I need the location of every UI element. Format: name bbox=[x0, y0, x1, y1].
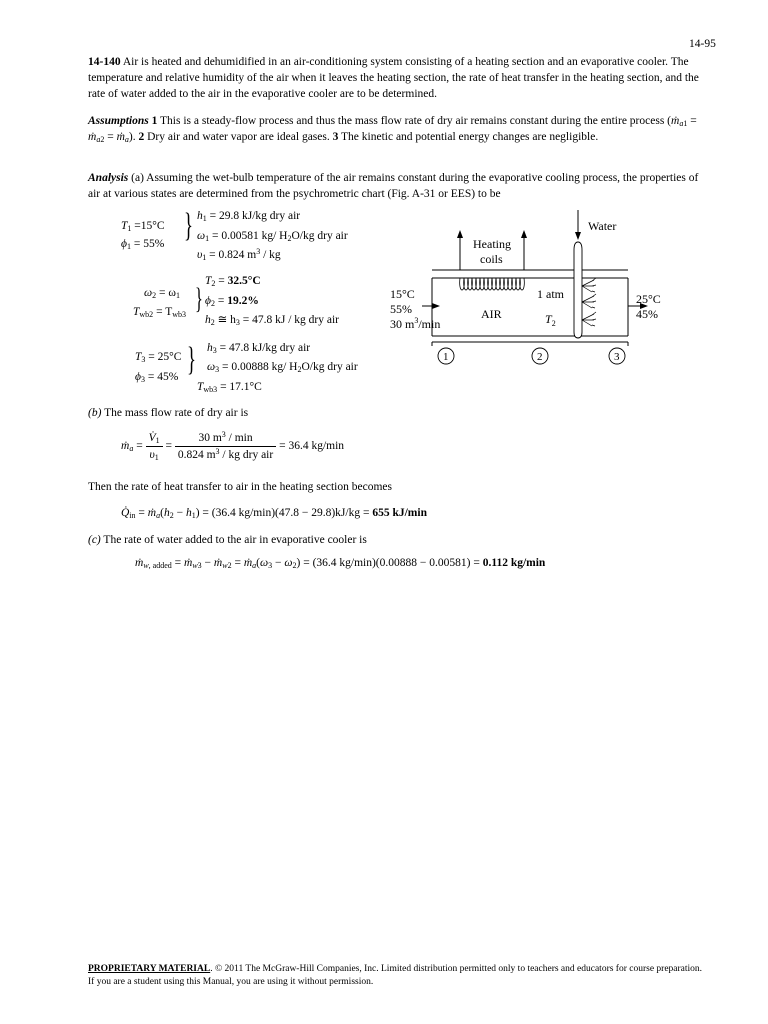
state-2-relative-humidity: $\phi_2 = 19.2\%$ bbox=[205, 295, 259, 308]
state-1-specific-volume: $\upsilon_1 = 0.824$ $m^3$ / kg bbox=[197, 247, 281, 262]
part-c-label: (c) bbox=[88, 534, 101, 546]
inlet-flow-rate: 30 $m^3/\min$ bbox=[390, 316, 441, 331]
problem-number: 14-140 bbox=[88, 56, 121, 68]
state-1-brace: } bbox=[184, 207, 193, 244]
inlet-temperature: 15°C bbox=[390, 287, 415, 301]
page-number: 14-95 bbox=[689, 38, 716, 50]
state-2-temperature-value: 32.5°C bbox=[227, 275, 261, 287]
mass-flow-equality: ṁ$_{a1}$ = ṁ$_{a2}$ = ṁ$_a$ bbox=[88, 115, 697, 145]
assumption-2-number: 2 bbox=[138, 131, 145, 144]
outlet-temperature: 25°C bbox=[636, 292, 661, 306]
state-1-enthalpy: $h_1 = 29.8$ kJ/kg dry air bbox=[197, 210, 301, 223]
water-added-result: 0.112 kg/min bbox=[482, 557, 546, 569]
assumption-1-number: 1 bbox=[151, 115, 158, 127]
air-label: AIR bbox=[481, 307, 502, 321]
heat-transfer-intro: Then the rate of heat transfer to air in the heating section becomes bbox=[88, 481, 392, 493]
assumptions: Assumptions 1 This is a steady-flow process and thus the mass flow rate of dry air remains constant during the entire process (ṁ$_{a1}$ = ṁ$_{a2}$ = ṁ$_a$). 2 Dry air and water vapor are ideal gases. 3 The kinetic and potential energy changes are negligible. bbox=[88, 115, 697, 145]
assumption-1-text: This is a steady-flow process and thus the mass flow rate of dry air remains constant during the entire process ( bbox=[157, 115, 671, 127]
outlet-humidity: 45% bbox=[636, 307, 658, 321]
mass-flow-result: = 36.4 kg/min bbox=[276, 440, 345, 453]
inlet-humidity: 55% bbox=[390, 302, 412, 316]
coils-label: coils bbox=[480, 252, 503, 266]
state-3-enthalpy: $h_3 = 47.8$ kJ/kg dry air bbox=[207, 342, 311, 355]
state-3-humidity-ratio: $\omega_3 = 0.00888$ kg/ $H_2O/kg$ dry air bbox=[207, 361, 358, 374]
station-2-label: 2 bbox=[537, 351, 543, 363]
volume-over-specific-volume: $\frac{V̇_1}{\upsilon_1}$ bbox=[146, 430, 163, 463]
part-c-text: The rate of water added to the air in evaporative cooler is bbox=[100, 534, 367, 546]
state-1-humidity-ratio: $\omega_1 = 0.00581$ kg/ $H_2O/kg$ dry air bbox=[197, 230, 348, 243]
part-b bbox=[88, 405, 704, 421]
atm-label: 1 atm bbox=[537, 287, 564, 301]
state-2-enthalpy: $h_2$ ≅ $h_3 = 47.8$ kJ / kg dry air bbox=[205, 314, 340, 327]
water-label: Water bbox=[588, 219, 617, 233]
part-b-label: (b) bbox=[88, 407, 102, 419]
state-3-temperature: $T_3 = 25^\circ C$ bbox=[135, 351, 182, 364]
analysis-text: Assuming the wet-bulb temperature of the air remains constant during the evaporative cooling process, the properties of air at various states are determined from the psychrometric chart (Fig. A-31 or EES) to be bbox=[88, 172, 699, 201]
air-conditioning-diagram bbox=[380, 206, 680, 370]
part-a-label: (a) bbox=[131, 172, 144, 184]
state-3-humidity: $\phi_3 = 45\%$ bbox=[135, 371, 179, 384]
station-3-label: 3 bbox=[614, 351, 620, 363]
water-pipe-loop bbox=[574, 242, 582, 338]
assumption-3-text: The kinetic and potential energy changes are negligible. bbox=[338, 131, 599, 144]
state-2-temperature: $T_2 = 32.5^\circ C$ bbox=[205, 275, 261, 288]
state-1-temperature: $T_1 =15^\circ C$ bbox=[121, 220, 165, 233]
footer-label: PROPRIETARY MATERIAL bbox=[88, 964, 211, 974]
station-1-label: 1 bbox=[443, 351, 449, 363]
analysis bbox=[88, 170, 704, 202]
state-2-relative-humidity-value: 19.2% bbox=[227, 295, 259, 307]
footer-text: . © 2011 The McGraw-Hill Companies, Inc. Limited distribution permitted only to teachers and educators for course preparation. If you are a student using this Manual, you are using it without permission. bbox=[88, 964, 703, 987]
t2-label: $T_2$ bbox=[545, 312, 556, 328]
heating-coil-icon bbox=[460, 278, 525, 290]
mass-flow-fraction: $\frac{30 m^3 / \min}{0.824 m^3 / kg dry air}$ bbox=[175, 430, 276, 463]
state-1-humidity: $\phi_1 = 55\%$ bbox=[121, 238, 165, 251]
state-3-wet-bulb: $T_{wb3} = 17.1^\circ C$ bbox=[197, 381, 262, 394]
water-spray-icon bbox=[582, 278, 596, 326]
state-2-humidity-ratio: $\omega_2 = \omega_1$ bbox=[144, 287, 180, 300]
state-2-wet-bulb: $T_{wb2} = T_{wb3}$ bbox=[133, 306, 187, 319]
part-b-text: The mass flow rate of dry air is bbox=[101, 407, 249, 419]
heat-transfer-result: 655 kJ/min bbox=[372, 507, 427, 519]
problem-text: Air is heated and dehumidified in an air-conditioning system consisting of a heating section and an evaporative cooler. The temperature and relative humidity of the air when it leaves the heating section, the rate of heat transfer in the heating section, and the rate of water added to the air in the evaporative cooler are to be determined. bbox=[88, 56, 699, 101]
mass-flow-equation: ṁ$_a$ = $\frac{V̇_1}{\upsilon_1}$ = $\frac{30 m^3 / \min}{0.824 m^3 / kg dry air}$ = 36.4 kg/min bbox=[121, 430, 345, 463]
footer-notice bbox=[88, 963, 708, 989]
assumption-2-text: Dry air and water vapor are ideal gases. bbox=[144, 131, 333, 144]
state-3-brace: } bbox=[187, 341, 196, 378]
heating-label: Heating bbox=[473, 237, 511, 251]
part-c bbox=[88, 532, 704, 548]
assumption-3-number: 3 bbox=[332, 131, 339, 144]
analysis-heading: Analysis bbox=[88, 172, 129, 184]
water-added-equation: ṁ$_{w, added}$ = ṁ$_{w3}$ − ṁ$_{w2}$ = $ṁ_a(\omega_3 - \omega_2) = (36.4$ kg/min)(0.00888 − 0.00581) = 0.112 kg/min bbox=[135, 557, 546, 570]
assumptions-heading: Assumptions bbox=[88, 115, 149, 127]
problem-statement bbox=[88, 54, 704, 102]
state-2-brace: } bbox=[195, 282, 203, 315]
heat-transfer-equation: $Q̇_{in}$ = $ṁ_a(h_2 - h_1) = (36.4$ kg/min)(47.8 − 29.8)kJ/kg = 655 kJ/min bbox=[121, 507, 427, 520]
